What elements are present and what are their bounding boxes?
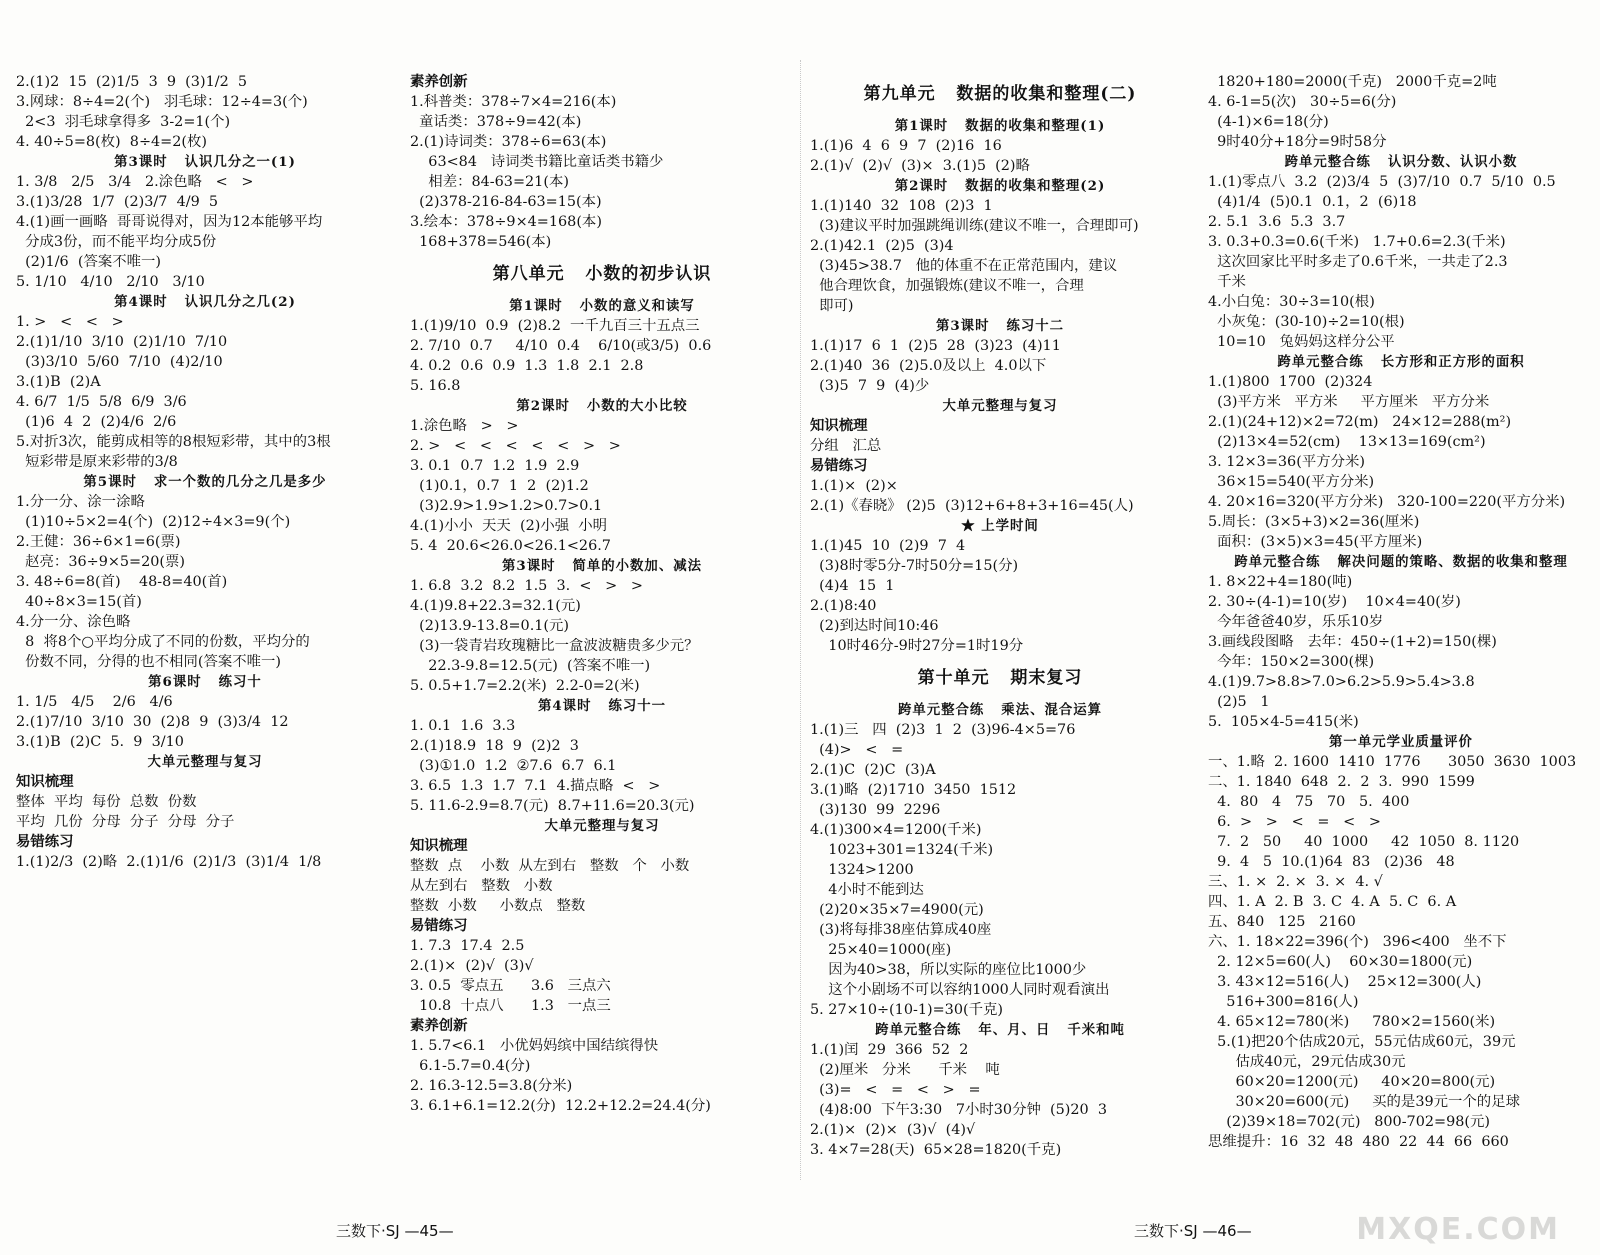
answer-line: 整数 小数 小数点 整数 [410, 898, 586, 914]
answer-line: 3. 0.5 零点五 3.6 三点六 [410, 978, 611, 994]
answer-line: 三、1. × 2. × 3. × 4. √ [1208, 874, 1383, 890]
answer-line: (3)45>38.7 他的体重不在正常范围内，建议 [810, 258, 1118, 274]
answer-line: 516+300=816(人) [1208, 994, 1359, 1010]
answer-line: 2.(1)√ (2)√ (3)× 3.(1)5 (2)略 [810, 158, 1030, 174]
lesson-heading: 第2课时 小数的大小比较 [516, 398, 688, 414]
answer-line: (3)平方米 平方米 平方厘米 平方分米 [1208, 394, 1490, 410]
answer-line: (4-1)×6=18(分) [1208, 114, 1329, 130]
answer-line: 9时40分+18分=9时58分 [1208, 134, 1387, 150]
answer-line: 2.(1)C (2)C (3)A [810, 762, 936, 778]
answer-line: 小灰兔：(30-10)÷2=10(根) [1208, 314, 1405, 330]
answer-line: 4. 6-1=5(次) 30÷5=6(分) [1208, 94, 1397, 110]
answer-line: 整体 平均 每份 总数 份数 [16, 794, 197, 810]
answer-line: (2)到达时间10:46 [810, 618, 939, 634]
lesson-heading: 跨单元整合练 长方形和正方形的面积 [1277, 354, 1525, 370]
watermark-logo: MXQE.COM [1356, 1212, 1560, 1247]
answer-line: (4)4 15 1 [810, 578, 895, 594]
lesson-heading: 跨单元整合练 解决问题的策略、数据的收集和整理 [1234, 554, 1568, 570]
answer-line: (1)10÷5×2=4(个) (2)12÷4×3=9(个) [16, 514, 291, 530]
answer-line: 2. 5.1 3.6 5.3 3.7 [1208, 214, 1346, 230]
answer-line: 2.王健：36÷6×1=6(票) [16, 534, 181, 550]
answer-line: 168+378=546(本) [410, 234, 552, 250]
answer-line: 1.科普类：378÷7×4=216(本) [410, 94, 617, 110]
section-label: 易错练习 [410, 917, 468, 934]
unit-heading: 第十单元 期末复习 [917, 668, 1083, 688]
answer-line: 2. 16.3-12.5=3.8(分米) [410, 1078, 573, 1094]
answer-line: 这次回家比平时多走了0.6千米，一共走了2.3 [1208, 254, 1508, 270]
answer-line: 1. 8×22+4=180(吨) [1208, 574, 1353, 590]
answer-line: (2)39×18=702(元) 800-702=98(元) [1208, 1114, 1491, 1130]
answer-line: 2.(1)《春晓》 (2)5 (3)12+6+8+3+16=45(人) [810, 498, 1134, 514]
answer-line: 4小时不能到达 [810, 882, 924, 898]
answer-line: (3)130 99 2296 [810, 802, 941, 818]
lesson-heading: 第1课时 数据的收集和整理(1) [894, 118, 1106, 134]
answer-line: 2.(1)(24+12)×2=72(m) 24×12=288(m²) [1208, 414, 1512, 430]
answer-line: 3. 43×12=516(人) 25×12=300(人) [1208, 974, 1482, 990]
answer-line: 25×40=1000(座) [810, 942, 952, 958]
answer-line: 4.(1)9.7>8.8>7.0>6.2>5.9>5.4>3.8 [1208, 674, 1475, 690]
answer-line: 2. 7/10 0.7 4/10 0.4 6/10(或3/5) 0.6 [410, 338, 712, 354]
answer-line: 4. 65×12=780(米) 780×2=1560(米) [1208, 1014, 1496, 1030]
answer-line: 5. 27×10÷(10-1)=30(千克) [810, 1002, 1003, 1018]
answer-line: 5.对折3次，能剪成相等的8根短彩带，其中的3根 [16, 434, 331, 450]
answer-line: 今年：150×2=300(棵) [1208, 654, 1375, 670]
answer-line: 六、1. 18×22=396(个) 396<400 坐不下 [1208, 934, 1507, 950]
answer-line: 2<3 羽毛球拿得多 3-2=1(个) [16, 114, 231, 130]
answer-line: 2. > < < < < < > > [410, 438, 621, 454]
answer-line: 1.(1)三 四 (2)3 1 2 (3)96-4×5=76 [810, 722, 1076, 738]
answer-line: 千米 [1208, 274, 1246, 290]
answer-line: 1.(1)× (2)× [810, 478, 898, 494]
answer-line: 1. 1/5 4/5 2/6 4/6 [16, 694, 173, 710]
answer-line: 1.(1)2/3 (2)略 2.(1)1/6 (2)1/3 (3)1/4 1/8 [16, 854, 322, 870]
answer-line: 1. 7.3 17.4 2.5 [410, 938, 525, 954]
answer-line: 短彩带是原来彩带的3/8 [16, 454, 178, 470]
answer-line: 3.(1)略 (2)1710 3450 1512 [810, 782, 1017, 798]
answer-line: (4)8:00 下午3:30 7小时30分钟 (5)20 3 [810, 1102, 1107, 1118]
answer-line: 2.(1)8:40 [810, 598, 877, 614]
answer-line: 6. > > < = < > [1208, 814, 1381, 830]
answer-line: 2.(1)18.9 18 9 (2)2 3 [410, 738, 579, 754]
answer-line: (2)13.9-13.8=0.1(元) [410, 618, 570, 634]
answer-line: 从左到右 整数 小数 [410, 878, 553, 894]
answer-line: 4.分一分、涂色略 [16, 614, 131, 630]
answer-line: (3)①1.0 1.2 ②7.6 6.7 6.1 [410, 758, 617, 774]
lesson-heading: 跨单元整合练 认识分数、认识小数 [1284, 154, 1518, 170]
answer-line: 4. 20×16=320(平方分米) 320-100=220(平方分米) [1208, 494, 1566, 510]
answer-line: 1. > < < > [16, 314, 124, 330]
lesson-heading: 第3课时 认识几分之一(1) [114, 154, 296, 170]
answer-line: 因为40>38，所以实际的座位比1000少 [810, 962, 1087, 978]
section-label: 素养创新 [410, 73, 468, 90]
lesson-heading: 大单元整理与复习 [147, 754, 263, 770]
lesson-heading: 跨单元整合练 乘法、混合运算 [897, 702, 1103, 718]
answer-line: 分组 汇总 [810, 438, 882, 454]
answer-line: 1.(1)45 10 (2)9 7 4 [810, 538, 966, 554]
answer-line: (3)3/10 5/60 7/10 (4)2/10 [16, 354, 223, 370]
answer-line: 2.(1)诗词类：378÷6=63(本) [410, 134, 607, 150]
column-4 [1208, 72, 1594, 1152]
unit-heading: 第八单元 小数的初步认识 [492, 264, 712, 284]
answer-line: 2.(1)40 36 (2)5.0及以上 4.0以下 [810, 358, 1047, 374]
lesson-heading: 第4课时 认识几分之几(2) [114, 294, 296, 310]
answer-line: 思维提升：16 32 48 480 22 44 66 660 [1208, 1134, 1509, 1150]
answer-line: 1.(1)9/10 0.9 (2)8.2 一千九百三十五点三 [410, 318, 700, 334]
answer-line: 4.(1)画一画略 哥哥说得对，因为12本能够平均 [16, 214, 323, 230]
footer-page-45: 三数下·SJ —45— [336, 1222, 454, 1240]
answer-line: 3.画线段图略 去年：450÷(1+2)=150(棵) [1208, 634, 1497, 650]
answer-line: 22.3-9.8=12.5(元) (答案不唯一) [410, 658, 651, 674]
lesson-heading: 第一单元学业质量评价 [1329, 734, 1473, 750]
answer-line: (3)2.9>1.9>1.2>0.7>0.1 [410, 498, 603, 514]
answer-line: 3.绘本：378÷9×4=168(本) [410, 214, 602, 230]
answer-line: (3)5 7 9 (4)少 [810, 378, 930, 394]
answer-line: 童话类：378÷9=42(本) [410, 114, 582, 130]
footer-page-46: 三数下·SJ —46— [1134, 1222, 1252, 1240]
answer-line: 4. 0.2 0.6 0.9 1.3 1.8 2.1 2.8 [410, 358, 644, 374]
answer-line: 40÷8×3=15(首) [16, 594, 142, 610]
answer-line: (2)378-216-84-63=15(本) [410, 194, 602, 210]
answer-line: 1.(1)800 1700 (2)324 [1208, 374, 1373, 390]
answer-line: 3. 12×3=36(平方分米) [1208, 454, 1365, 470]
lesson-heading: 大单元整理与复习 [544, 818, 660, 834]
answer-line: 1.(1)闰 29 366 52 2 [810, 1042, 969, 1058]
answer-line: 4. 80 4 75 70 5. 400 [1208, 794, 1410, 810]
answer-line: 3. 0.3+0.3=0.6(千米) 1.7+0.6=2.3(千米) [1208, 234, 1506, 250]
answer-line: (3)将每排38座估算成40座 [810, 922, 992, 938]
answer-line: 2.(1)2 15 (2)1/5 3 9 (3)1/2 5 [16, 74, 248, 90]
section-label: 易错练习 [16, 833, 74, 850]
answer-line: (1)0.1，0.7 1 2 (2)1.2 [410, 478, 589, 494]
answer-line: 4.(1)小小 天天 (2)小强 小明 [410, 518, 608, 534]
answer-line: (3)8时零5分-7时50分=15(分) [810, 558, 1019, 574]
answer-line: 3. 0.1 0.7 1.2 1.9 2.9 [410, 458, 580, 474]
answer-line: 4.小白兔：30÷3=10(根) [1208, 294, 1375, 310]
section-label: 知识梳理 [810, 417, 868, 434]
lesson-heading: 第4课时 练习十一 [537, 698, 667, 714]
answer-line: 面积：(3×5)×3=45(平方厘米) [1208, 534, 1423, 550]
answer-line: 5.(1)把20个估成20元，55元估成60元，39元 [1208, 1034, 1516, 1050]
section-label: 知识梳理 [16, 773, 74, 790]
section-label: 知识梳理 [410, 837, 468, 854]
lesson-heading: 跨单元整合练 年、月、日 千米和吨 [875, 1022, 1125, 1038]
answer-line: 平均 几份 分母 分子 分母 分子 [16, 814, 235, 830]
answer-line: 2.(1)× (2)× (3)√ (4)√ [810, 1122, 976, 1138]
answer-line: (4)> < = [810, 742, 904, 758]
answer-line: 他合理饮食，加强锻炼(建议不唯一，合理 [810, 278, 1084, 294]
answer-line: 2.(1)1/10 3/10 (2)1/10 7/10 [16, 334, 228, 350]
answer-line: (3)= < = < > = [810, 1082, 981, 1098]
answer-line: 3. 6.5 1.3 1.7 7.1 4.描点略 < > [410, 778, 661, 794]
answer-line: (2)13×4=52(cm) 13×13=169(cm²) [1208, 434, 1486, 450]
lesson-heading: ★ 上学时间 [961, 518, 1039, 534]
answer-line: 四、1. A 2. B 3. C 4. A 5. C 6. A [1208, 894, 1457, 910]
answer-line: 10.8 十点八 1.3 一点三 [410, 998, 611, 1014]
answer-line: 30×20=600(元) 买的是39元一个的足球 [1208, 1094, 1520, 1110]
lesson-heading: 大单元整理与复习 [942, 398, 1058, 414]
answer-line: 1.(1)零点八 3.2 (2)3/4 5 (3)7/10 0.7 5/10 0.5 [1208, 174, 1556, 190]
lesson-heading: 第5课时 求一个数的几分之几是多少 [83, 474, 327, 490]
answer-line: 5. 0.5+1.7=2.2(米) 2.2-0=2(米) [410, 678, 640, 694]
answer-line: 6.1-5.7=0.4(分) [410, 1058, 531, 1074]
answer-line: 1. 6.8 3.2 8.2 1.5 3. < > > [410, 578, 643, 594]
lesson-heading: 第3课时 练习十二 [935, 318, 1065, 334]
column-2 [410, 72, 794, 1116]
answer-line: 4.(1)300×4=1200(千米) [810, 822, 982, 838]
answer-line: 1.涂色略 > > [410, 418, 519, 434]
answer-line: 3.(1)3/28 1/7 (2)3/7 4/9 5 [16, 194, 219, 210]
answer-line: 60×20=1200(元) 40×20=800(元) [1208, 1074, 1496, 1090]
answer-line: 二、1. 1840 648 2. 2 3. 990 1599 [1208, 774, 1475, 790]
section-label: 素养创新 [410, 1017, 468, 1034]
answer-line: 整数 点 小数 从左到右 整数 个 小数 [410, 858, 690, 874]
answer-line: 2.(1)42.1 (2)5 (3)4 [810, 238, 954, 254]
lesson-heading: 第1课时 小数的意义和读写 [509, 298, 695, 314]
answer-line: 1. 0.1 1.6 3.3 [410, 718, 516, 734]
answer-line: 分成3份，而不能平均分成5份 [16, 234, 217, 250]
answer-line: 5.周长：(3×5+3)×2=36(厘米) [1208, 514, 1420, 530]
lesson-heading: 第3课时 简单的小数加、减法 [502, 558, 702, 574]
answer-line: 3.(1)B (2)C 5. 9 3/10 [16, 734, 184, 750]
answer-line: 5. 11.6-2.9=8.7(元) 8.7+11.6=20.3(元) [410, 798, 695, 814]
answer-line: 36×15=540(平方分米) [1208, 474, 1375, 490]
section-label: 易错练习 [810, 457, 868, 474]
answer-line: (4)1/4 (5)0.1 0.1，2 (6)18 [1208, 194, 1417, 210]
answer-line: 赵亮：36÷9×5=20(票) [16, 554, 186, 570]
answer-line: (3)建议平时加强跳绳训练(建议不唯一，合理即可) [810, 218, 1139, 234]
answer-line: 这个小剧场不可以容纳1000人同时观看演出 [810, 982, 1110, 998]
answer-line: (2)1/6 (答案不唯一) [16, 254, 162, 270]
center-gutter [800, 60, 802, 1180]
answer-line: 4. 40÷5=8(枚) 8÷4=2(枚) [16, 134, 208, 150]
answer-line: 5. 4 20.6<26.0<26.1<26.7 [410, 538, 611, 554]
answer-line: 一、1.略 2. 1600 1410 1776 3050 3630 1003 [1208, 754, 1577, 770]
answer-line: 1023+301=1324(千米) [810, 842, 994, 858]
answer-line: 10时46分-9时27分=1时19分 [810, 638, 1024, 654]
answer-line: 1.(1)17 6 1 (2)5 28 (3)23 (4)11 [810, 338, 1061, 354]
answer-line: (2)20×35×7=4900(元) [810, 902, 984, 918]
answer-line: 1324>1200 [810, 862, 914, 878]
answer-line: 1.分一分、涂一涂略 [16, 494, 145, 510]
answer-line: 五、840 125 2160 [1208, 914, 1356, 930]
answer-line: (1)6 4 2 (2)4/6 2/6 [16, 414, 177, 430]
answer-line: 1.(1)6 4 6 9 7 (2)16 16 [810, 138, 1002, 154]
answer-line: (3)一袋青岩玫瑰糖比一盒波波糖贵多少元？ [410, 638, 699, 654]
answer-line: (2)5 1 [1208, 694, 1270, 710]
answer-line: 10=10 兔妈妈这样分公平 [1208, 334, 1395, 350]
answer-line: 3.网球：8÷4=2(个) 羽毛球：12÷4=3(个) [16, 94, 308, 110]
column-1 [16, 72, 394, 872]
answer-line: 2.(1)× (2)√ (3)√ [410, 958, 534, 974]
answer-line: 2. 30÷(4-1)=10(岁) 10×4=40(岁) [1208, 594, 1461, 610]
answer-line: 1. 5.7<6.1 小优妈妈缤中国结缤得快 [410, 1038, 659, 1054]
column-3 [810, 72, 1190, 1160]
answer-line: 份数不同，分得的也不相同(答案不唯一) [16, 654, 282, 670]
answer-line: 1.(1)140 32 108 (2)3 1 [810, 198, 993, 214]
answer-line: 估成40元，29元估成30元 [1208, 1054, 1406, 1070]
answer-line: 3. 4×7=28(天) 65×28=1820(千克) [810, 1142, 1062, 1158]
answer-line: 4.(1)9.8+22.3=32.1(元) [410, 598, 581, 614]
answer-line: 2.(1)7/10 3/10 30 (2)8 9 (3)3/4 12 [16, 714, 289, 730]
unit-heading: 第九单元 数据的收集和整理(二) [863, 84, 1137, 104]
answer-line: 8 将8个○平均分成了不同的份数，平均分的 [16, 634, 310, 650]
answer-line: 今年爸爸40岁，乐乐10岁 [1208, 614, 1384, 630]
answer-line: 3. 48÷6=8(首) 48-8=40(首) [16, 574, 228, 590]
answer-line: (2)厘米 分米 千米 吨 [810, 1062, 1000, 1078]
answer-line: 4. 6/7 1/5 5/8 6/9 3/6 [16, 394, 187, 410]
answer-line: 即可) [810, 298, 854, 314]
lesson-heading: 第2课时 数据的收集和整理(2) [894, 178, 1106, 194]
answer-line: 相差：84-63=21(本) [410, 174, 569, 190]
answer-line: 1. 3/8 2/5 3/4 2.涂色略 < > [16, 174, 254, 190]
answer-line: 5. 105×4-5=415(米) [1208, 714, 1359, 730]
answer-line: 5. 1/10 4/10 2/10 3/10 [16, 274, 205, 290]
answer-line: 7. 2 50 40 1000 42 1050 8. 1120 [1208, 834, 1520, 850]
answer-line: 3. 6.1+6.1=12.2(分) 12.2+12.2=24.4(分) [410, 1098, 711, 1114]
answer-line: 1820+180=2000(千克) 2000千克=2吨 [1208, 74, 1497, 90]
lesson-heading: 第6课时 练习十 [148, 674, 262, 690]
answer-line: 5. 16.8 [410, 378, 461, 394]
answer-line: 63<84 诗词类书籍比童话类书籍少 [410, 154, 664, 170]
answer-line: 2. 12×5=60(人) 60×30=1800(元) [1208, 954, 1473, 970]
answer-line: 9. 4 5 10.(1)64 83 (2)36 48 [1208, 854, 1455, 870]
answer-line: 3.(1)B (2)A [16, 374, 101, 390]
